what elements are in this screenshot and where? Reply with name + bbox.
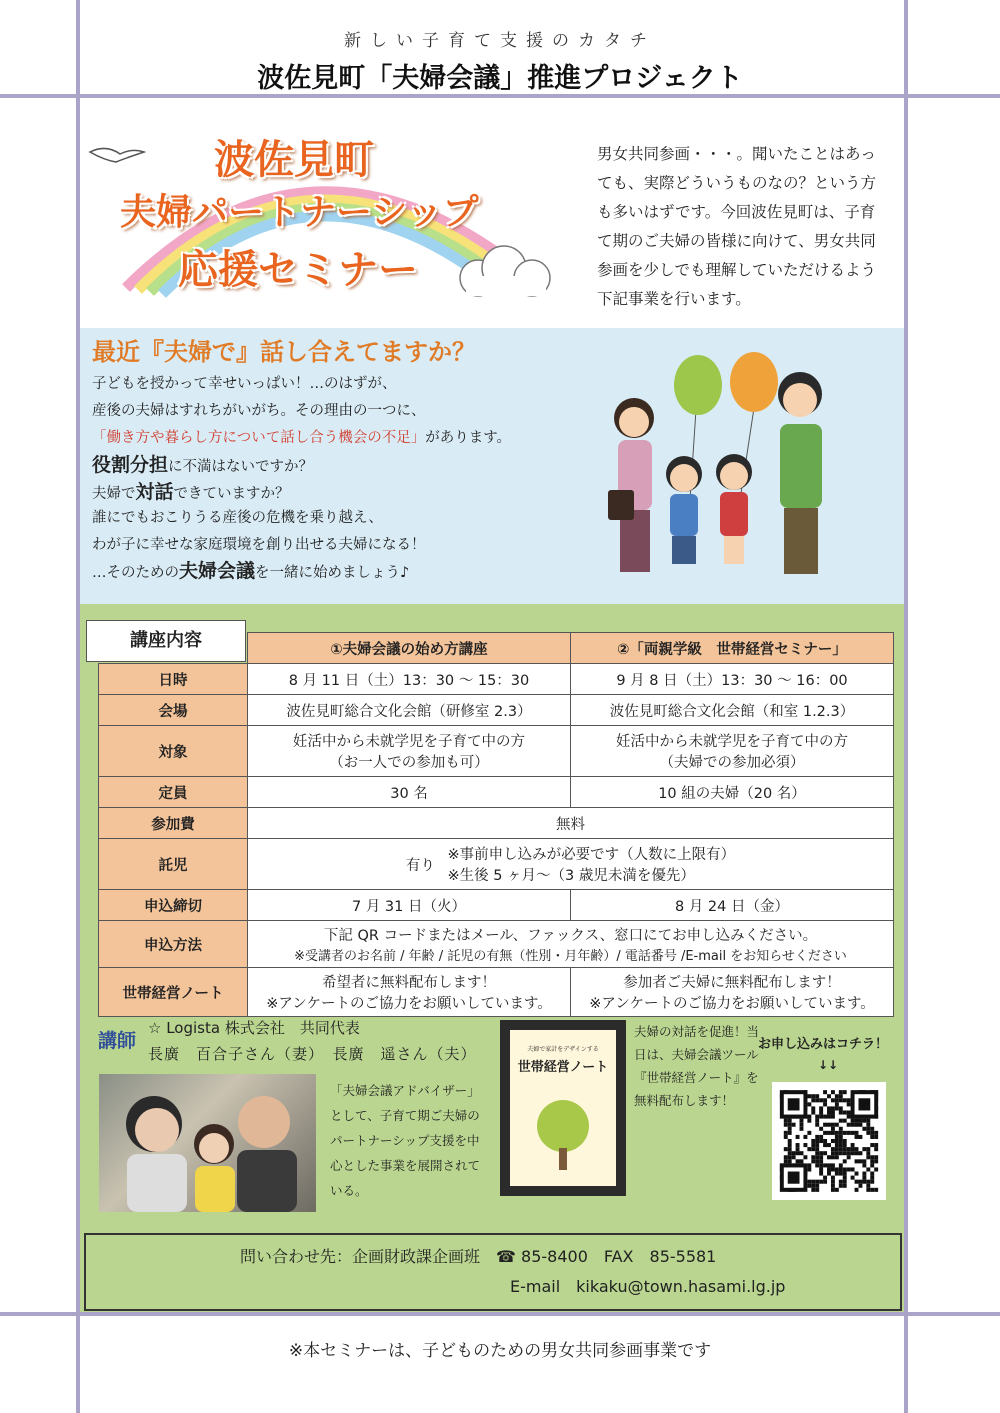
tree-icon <box>533 1098 593 1174</box>
lecturer-label: 講師 <box>98 1030 137 1052</box>
apply-label: お申し込みはコチラ！ <box>758 1037 889 1052</box>
frame-bottom-line <box>0 1312 1000 1316</box>
question-line-8: …そのための夫婦会議を一緒に始めましょう♪ <box>92 560 410 582</box>
col-header-course2: ②「両親学級 世帯経営セミナー」 <box>571 633 894 664</box>
balloon-orange-icon <box>730 352 778 412</box>
table-row: 定員 30 名 10 組の夫婦（20 名） <box>99 777 894 808</box>
table-row: 対象 妊活中から未就学児を子育て中の方 （お一人での参加も可） 妊活中から未就学児を子育て中の方 （夫婦での参加必須） <box>99 726 894 777</box>
table-row: 申込方法 下記 QR コードまたはメール、ファックス、窓口にてお申し込みください。 ※受講者のお名前 / 年齢 / 託児の有無（性別・月年齢）/ 電話番号 /E-mail をお知らせください <box>99 921 894 968</box>
family-illustration <box>604 350 844 590</box>
balloon-green-icon <box>674 355 722 415</box>
notebook-description: 夫婦の対話を促進！当日は、夫婦会議ツール『世帯経営ノート』を無料配布します！ <box>634 1024 760 1108</box>
question-line-2: 産後の夫婦はすれちがいがち。その理由の一つに、 <box>92 403 426 419</box>
question-heading: 最近『夫婦で』話し合えてますか？ <box>92 338 476 366</box>
table-row: 託児 有り ※事前申し込みが必要です（人数に上限有） ※生後 5 ヶ月～（3 歳児未満を優先） <box>99 839 894 890</box>
intro-text: 男女共同参画・・・。聞いたことはあっても、実際どういうものなの？という方も多いはずです。今回波佐見町は、子育て期のご夫婦の皆様に向けて、男女共同参画を少しでも理解していただけるよう下記事業を行います。 <box>597 145 877 308</box>
table-row: 参加費 無料 <box>99 808 894 839</box>
lecturer-description: 「夫婦会議アドバイザー」として、子育て期ご夫婦のパートナーシップ支援を中心とした事業を展開されている。 <box>330 1083 481 1198</box>
qr-code[interactable] <box>772 1082 886 1200</box>
question-line-4: 役割分担に不満はないですか？ <box>92 454 314 476</box>
contact-phone-fax: 問い合わせ先：企画財政課企画班 ☎ 85-8400 FAX 85-5581 <box>240 1247 717 1266</box>
course-table <box>98 632 894 1017</box>
notebook-cover: 夫婦で家計をデザインする 世帯経営ノート <box>500 1020 626 1196</box>
contact-email[interactable]: E-mail kikaku@town.hasami.lg.jp <box>510 1277 786 1296</box>
question-line-7: わが子に幸せな家庭環境を創り出せる夫婦になる！ <box>92 537 426 553</box>
highlight-text: 「働き方や暮らし方について話し合う機会の不足」 <box>92 430 426 446</box>
project-title: 波佐見町「夫婦会議」推進プロジェクト <box>257 63 743 94</box>
lecturer-company: ☆ Logista 株式会社 共同代表 <box>148 1019 360 1037</box>
table-label: 講座内容 <box>86 620 246 662</box>
question-line-5: 夫婦で対話できていますか？ <box>92 481 290 503</box>
question-line-6: 誰にでもおこりうる産後の危機を乗り越え、 <box>92 510 383 526</box>
lecturer-names: 長廣 百合子さん（妻） 長廣 遥さん（夫） <box>148 1045 477 1063</box>
lecturer-photo <box>99 1074 316 1212</box>
footer-note: ※本セミナーは、子どものための男女共同参画事業です <box>288 1341 712 1361</box>
bag-icon <box>608 490 634 520</box>
question-line-3: 「働き方や暮らし方について話し合う機会の不足」があります。 <box>92 430 512 446</box>
seminar-title-line3: 応援セミナー <box>178 247 418 293</box>
frame-right-line <box>904 0 908 1413</box>
tagline: 新しい子育て支援のカタチ <box>344 31 656 51</box>
table-row: 日時 8 月 11 日（土）13：30 ～ 15：30 9 月 8 日（土）13：30 ～ 16：00 <box>99 664 894 695</box>
col-header-course1: ①夫婦会議の始め方講座 <box>248 633 571 664</box>
seminar-title-line1: 波佐見町 <box>214 137 374 183</box>
qr-code-icon <box>772 1082 886 1200</box>
table-row: 世帯経営ノート 希望者に無料配布します！ ※アンケートのご協力をお願いしています。 参加者ご夫婦に無料配布します！ ※アンケートのご協力をお願いしています。 <box>99 968 894 1017</box>
table-row: 申込締切 7 月 31 日（火） 8 月 24 日（金） <box>99 890 894 921</box>
seminar-title-line2: 夫婦パートナーシップ <box>120 192 479 233</box>
table-row: 会場 波佐見町総合文化会館（研修室 2.3） 波佐見町総合文化会館（和室 1.2.3） <box>99 695 894 726</box>
bird-icon <box>90 148 144 162</box>
down-arrows-icon: ↓↓ <box>818 1058 839 1072</box>
question-line-1: 子どもを授かって幸せいっぱい！…のはずが、 <box>92 376 397 392</box>
